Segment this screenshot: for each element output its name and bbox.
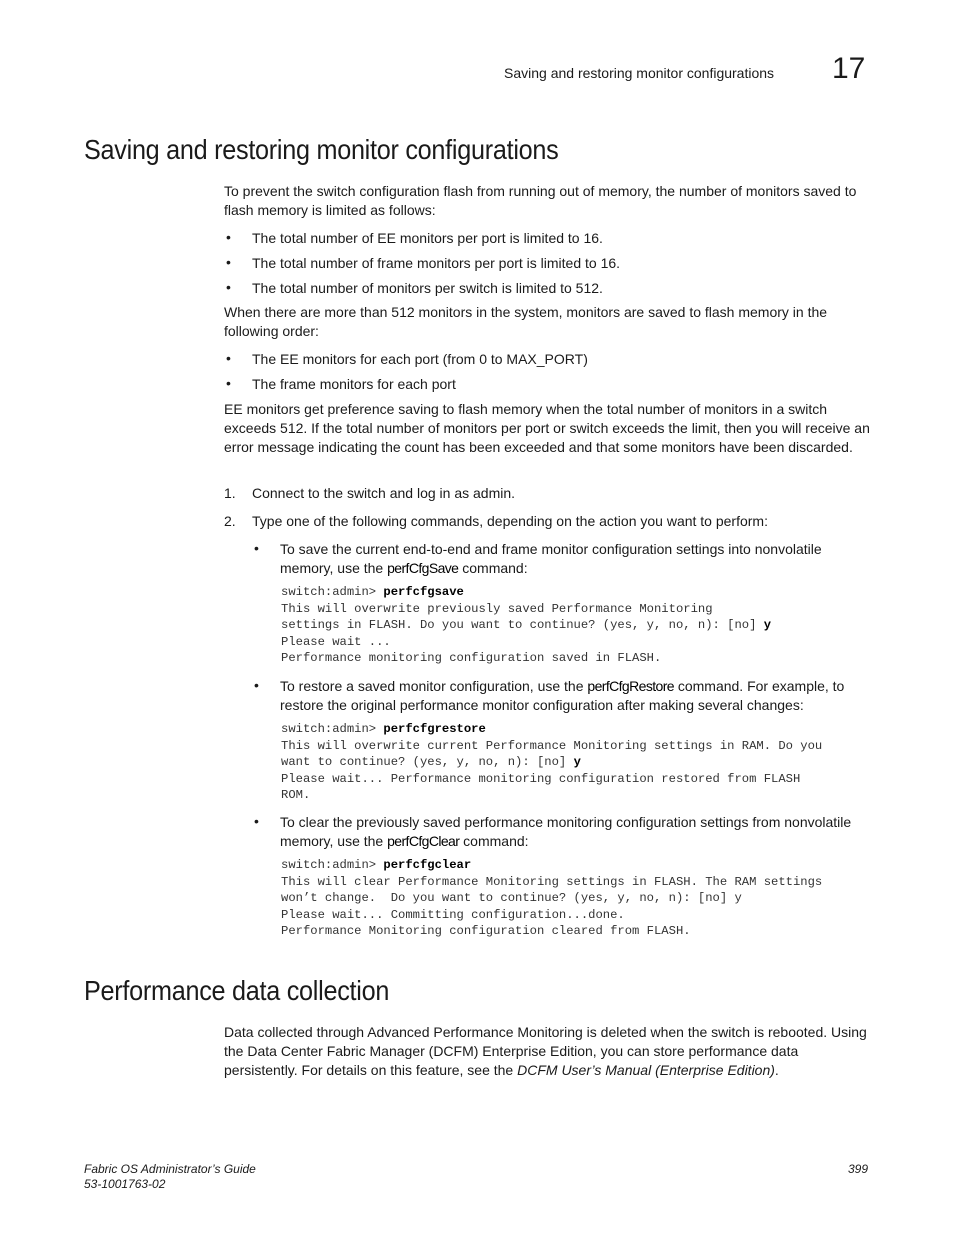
bullet-icon: • xyxy=(226,350,231,366)
code-block-clear: switch:admin> perfcfgclear This will clear Performance Monitoring settings in FLASH. The RAM settings won’t change. Do you want to continue? (yes, y, no, n): [no] y Please wait... Committing configuration...done. Performance Monitoring configuration cleared from FLASH. xyxy=(281,858,823,938)
preference-paragraph: EE monitors get preference saving to flash memory when the total number of monitors in a switch exceeds 512. If the total number of monitors per port or switch exceeds the limit, then you will receive an error message indicating the count has been exceeded and that some monitors have been discarded. xyxy=(224,401,870,455)
restore-option: • To restore a saved monitor configuration, use the perfCfgRestore command. For example, to restore the original performance monitor configuration after making several changes: xyxy=(254,677,845,713)
command-name: perfCfgSave xyxy=(387,560,459,576)
save-option: • To save the current end-to-end and frame monitor configuration settings into nonvolatile memory, use the perfCfgSave command: xyxy=(254,540,822,576)
order-intro-paragraph: When there are more than 512 monitors in the system, monitors are saved to flash memory in the following order: xyxy=(224,304,828,339)
bullet-icon: • xyxy=(254,540,259,556)
chapter-number: 17 xyxy=(832,52,866,85)
clear-option: • To clear the previously saved performance monitoring configuration settings from nonvolatile memory, use the perfCfgClear command: xyxy=(254,813,852,849)
intro-paragraph: To prevent the switch configuration flash from running out of memory, the number of monitors saved to flash memory is limited as follows: xyxy=(224,183,857,218)
manual-reference: DCFM User’s Manual (Enterprise Edition) xyxy=(517,1062,775,1078)
code-block-restore: switch:admin> perfcfgrestore This will overwrite current Performance Monitoring settings in RAM. Do you want to continue? (yes, y, no, n): [no] y Please wait... Performance monitoring configuration restored from FLASH ROM. xyxy=(281,722,823,802)
performance-data-paragraph: Data collected through Advanced Performance Monitoring is deleted when the switch is rebooted. Using the Data Center Fabric Manager (DCFM) Enterprise Edition, you can store performance data persistently. For details on this feature, see the DCFM User’s Manual (Enterprise Edition). xyxy=(224,1024,867,1078)
bullet-icon: • xyxy=(226,375,231,391)
bullet-icon: • xyxy=(254,813,259,829)
section-title-saving-restoring: Saving and restoring monitor configurations xyxy=(84,134,559,165)
bullet-icon: • xyxy=(226,254,231,270)
bullet-icon: • xyxy=(226,279,231,295)
command-name: perfCfgClear xyxy=(387,833,460,849)
footer-doc-number: 53-1001763-02 xyxy=(84,1177,166,1191)
command-name: perfCfgRestore xyxy=(587,678,674,694)
code-block-save: switch:admin> perfcfgsave This will overwrite previously saved Performance Monitoring settings in FLASH. Do you want to continue? (yes, y, no, n): [no] y Please wait ... Performance monitoring configuration saved in FLASH. xyxy=(281,585,772,665)
section-title-performance-data: Performance data collection xyxy=(84,975,390,1006)
bullet-icon: • xyxy=(254,677,259,693)
bullet-icon: • xyxy=(226,229,231,245)
footer-doc-title: Fabric OS Administrator’s Guide xyxy=(84,1162,256,1176)
running-header: Saving and restoring monitor configurations xyxy=(504,65,775,81)
page-number: 399 xyxy=(848,1162,869,1176)
